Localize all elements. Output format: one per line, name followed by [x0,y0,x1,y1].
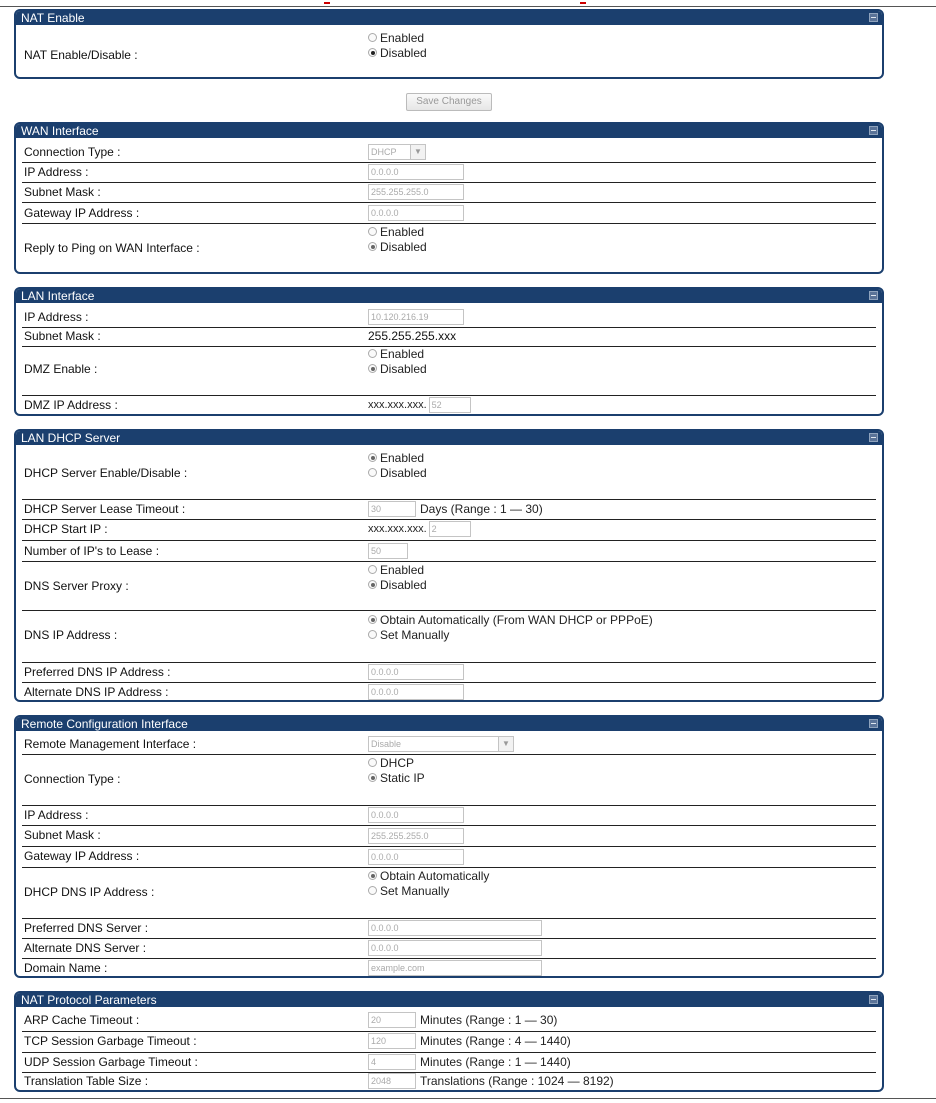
collapse-icon[interactable] [869,433,878,442]
red-mark [580,2,586,4]
dhcp-enable-row [22,449,876,500]
lan-mask-row [22,328,876,347]
lease-count-input[interactable]: 50 [368,543,408,559]
lan-dhcp-server-panel [14,429,884,702]
radio-enabled[interactable]: Enabled [368,31,427,46]
field-label: Gateway IP Address : [24,849,140,863]
panel-header [16,717,882,731]
panel-title: NAT Enable [21,11,85,25]
field-label: DNS IP Address : [24,628,118,642]
radio-icon [368,886,377,895]
radio-icon [368,630,377,639]
udp-timeout-row [22,1053,876,1073]
wan-interface-panel [14,122,884,274]
field-label: UDP Session Garbage Timeout : [24,1055,198,1069]
field-label: IP Address : [24,310,89,324]
alternate-dns-input[interactable]: 0.0.0.0 [368,940,542,956]
remote-ip-row [22,806,876,826]
radio-icon [368,364,377,373]
field-label: TCP Session Garbage Timeout : [24,1034,197,1048]
radio-icon [368,773,377,782]
dns-ip-radio-group [368,613,653,643]
field-label: IP Address : [24,808,89,822]
lease-range-text: Days (Range : 1 — 30) [420,502,543,516]
alternate-dns-input[interactable]: 0.0.0.0 [368,684,464,700]
dns-ip-row [22,611,876,663]
nat-enable-row [22,31,876,65]
radio-icon [368,227,377,236]
remote-preferred-dns-row [22,919,876,939]
panel-title: LAN Interface [21,289,95,303]
ip-address-input[interactable]: 0.0.0.0 [368,807,464,823]
translation-table-input[interactable]: 2048 [368,1073,416,1089]
radio-icon [368,758,377,767]
radio-enabled[interactable]: Enabled [368,563,427,578]
chevron-down-icon: ▼ [410,145,425,159]
wan-gateway-row [22,203,876,224]
field-label: ARP Cache Timeout : [24,1013,140,1027]
field-label: NAT Enable/Disable : [24,48,138,62]
red-mark [324,2,330,4]
field-label: Number of IP's to Lease : [24,544,160,558]
domain-name-input[interactable]: example.com [368,960,542,976]
field-label: Remote Management Interface : [24,737,197,751]
panel-header [16,431,882,445]
panel-title: Remote Configuration Interface [21,717,188,731]
gateway-ip-input[interactable]: 0.0.0.0 [368,205,464,221]
field-label: Domain Name : [24,961,108,975]
field-label: Subnet Mask : [24,828,101,842]
radio-icon [368,453,377,462]
radio-icon [368,580,377,589]
field-label: Subnet Mask : [24,185,101,199]
radio-disabled[interactable]: Disabled [368,240,427,255]
radio-static-ip[interactable]: Static IP [368,771,425,786]
radio-set-manually[interactable]: Set Manually [368,628,653,643]
dhcp-enable-radio-group [368,451,427,481]
save-changes-button[interactable]: Save Changes [406,93,492,111]
alternate-dns-row [22,683,876,702]
radio-icon [368,871,377,880]
collapse-icon[interactable] [869,995,878,1004]
preferred-dns-row [22,663,876,683]
remote-dns-radio-group [368,869,489,899]
field-label: DHCP Start IP : [24,522,108,536]
lease-timeout-input[interactable]: 30 [368,501,416,517]
remote-dns-ip-row [22,868,876,919]
remote-gateway-row [22,847,876,868]
field-label: Preferred DNS IP Address : [24,665,171,679]
radio-icon [368,349,377,358]
ip-address-input[interactable]: 10.120.216.19 [368,309,464,325]
radio-set-manually[interactable]: Set Manually [368,884,489,899]
radio-disabled[interactable]: Disabled [368,578,427,593]
start-ip-input[interactable]: 2 [429,521,471,537]
panel-header [16,124,882,138]
udp-timeout-input[interactable]: 4 [368,1054,416,1070]
preferred-dns-input[interactable]: 0.0.0.0 [368,920,542,936]
nat-protocol-parameters-panel [14,991,884,1092]
nat-enable-radio-group [368,31,427,61]
tcp-timeout-input[interactable]: 120 [368,1033,416,1049]
arp-cache-input[interactable]: 20 [368,1012,416,1028]
field-label: Gateway IP Address : [24,206,140,220]
wan-mask-row [22,183,876,203]
collapse-icon[interactable] [869,719,878,728]
table-range-text: Translations (Range : 1024 — 8192) [420,1074,614,1088]
dns-proxy-row [22,562,876,611]
radio-icon [368,468,377,477]
subnet-mask-input[interactable]: 255.255.255.0 [368,828,464,844]
panel-title: LAN DHCP Server [21,431,121,445]
translation-table-row [22,1073,876,1091]
dmz-ip-input[interactable]: 52 [429,397,471,413]
udp-range-text: Minutes (Range : 1 — 1440) [420,1055,571,1069]
radio-disabled[interactable]: Disabled [368,46,427,61]
gateway-ip-input[interactable]: 0.0.0.0 [368,849,464,865]
tcp-timeout-row [22,1032,876,1053]
field-label: Connection Type : [24,772,121,786]
remote-mgmt-row [22,735,876,755]
dhcp-start-ip-row [22,520,876,541]
collapse-icon[interactable] [869,13,878,22]
field-label: DHCP Server Lease Timeout : [24,502,186,516]
radio-obtain-automatically[interactable]: Obtain Automatically [368,869,489,884]
lan-interface-panel [14,287,884,416]
dmz-enable-row [22,347,876,396]
collapse-icon[interactable] [869,126,878,135]
radio-enabled[interactable]: Enabled [368,451,427,466]
panel-title: NAT Protocol Parameters [21,993,157,1007]
domain-name-row [22,959,876,978]
field-label: DMZ Enable : [24,362,98,376]
dmz-radio-group [368,347,427,377]
nat-enable-panel [14,9,884,79]
dns-proxy-radio-group [368,563,427,593]
field-label: Alternate DNS IP Address : [24,685,169,699]
panel-title: WAN Interface [21,124,99,138]
radio-disabled[interactable]: Disabled [368,466,427,481]
subnet-mask-value: 255.255.255.xxx [368,329,457,343]
panel-header [16,289,882,303]
radio-icon [368,33,377,42]
radio-icon [368,615,377,624]
start-ip-prefix: xxx.xxx.xxx. [368,523,427,535]
panel-header [16,993,882,1007]
field-label: Preferred DNS Server : [24,921,149,935]
field-label: DMZ IP Address : [24,398,118,412]
top-divider [0,6,936,7]
lease-timeout-row [22,500,876,520]
subnet-mask-input[interactable]: 255.255.255.0 [368,184,464,200]
panel-header [16,11,882,25]
arp-range-text: Minutes (Range : 1 — 30) [420,1013,558,1027]
chevron-down-icon: ▼ [498,737,513,751]
dmz-ip-row [22,396,876,415]
remote-management-select[interactable]: Disable ▼ [368,736,514,752]
lease-count-row [22,541,876,562]
field-label: Subnet Mask : [24,329,101,343]
bottom-divider [0,1098,936,1099]
radio-enabled[interactable]: Enabled [368,347,427,362]
field-label: Translation Table Size : [24,1074,149,1088]
remote-mask-row [22,826,876,847]
remote-alternate-dns-row [22,939,876,959]
remote-connection-type-row [22,755,876,806]
dmz-ip-prefix: xxx.xxx.xxx. [368,399,427,411]
ping-radio-group [368,225,427,255]
tcp-range-text: Minutes (Range : 4 — 1440) [420,1034,571,1048]
ip-address-input[interactable]: 0.0.0.0 [368,164,464,180]
radio-obtain-automatically[interactable]: Obtain Automatically (From WAN DHCP or PPPoE) [368,613,653,628]
radio-icon [368,565,377,574]
connection-type-select[interactable]: DHCP ▼ [368,144,426,160]
field-label: DHCP DNS IP Address : [24,885,155,899]
radio-icon [368,48,377,57]
radio-dhcp[interactable]: DHCP [368,756,425,771]
field-label: DNS Server Proxy : [24,579,129,593]
radio-disabled[interactable]: Disabled [368,362,427,377]
field-label: DHCP Server Enable/Disable : [24,466,188,480]
field-label: Reply to Ping on WAN Interface : [24,241,200,255]
radio-enabled[interactable]: Enabled [368,225,427,240]
arp-cache-row [22,1011,876,1032]
wan-connection-type-row [22,143,876,163]
remote-configuration-panel [14,715,884,978]
lan-ip-row [22,308,876,328]
wan-ping-row [22,224,876,258]
collapse-icon[interactable] [869,291,878,300]
field-label: Alternate DNS Server : [24,941,147,955]
preferred-dns-input[interactable]: 0.0.0.0 [368,664,464,680]
wan-ip-row [22,163,876,183]
field-label: Connection Type : [24,145,121,159]
field-label: IP Address : [24,165,89,179]
radio-icon [368,242,377,251]
connection-type-radio-group [368,756,425,786]
